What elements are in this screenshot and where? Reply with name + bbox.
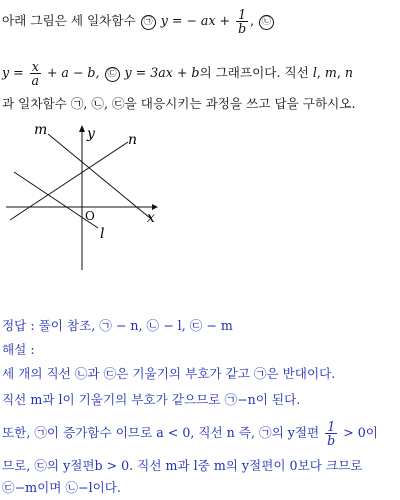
label-origin: O [85, 209, 95, 223]
explanation-line-4: 므로, ㉢의 y절편b > 0. 직선 m과 l중 m의 y절편이 0보다 크므로 [2, 458, 363, 473]
label-l: l [100, 226, 105, 242]
fraction-1: $\frac{1}{b}$ [238, 7, 247, 36]
problem-line-2: y = $\frac{x}{a}$ + a − b, ㉢ y = 3ax + b의 그래프이다. 직선 l, m, n [2, 59, 353, 88]
label-n: n [128, 132, 138, 148]
explanation-line-3: 또한, ㉠이 증가함수 이므로 a < 0, 직선 n 즉, ㉠의 y절편 $\frac{1}{b}$ > 0이 [2, 419, 378, 448]
label-x: x [147, 210, 155, 226]
marker-1: ㉠ [141, 15, 156, 30]
explanation-line-1: 세 개의 직선 ㉡과 ㉢은 기울기의 부호가 같고 ㉠은 반대이다. [2, 366, 336, 381]
problem-line-1: 아래 그림은 세 일차함수 ㉠ y = − ax + $\frac{1}{b}$ , ㉡ [2, 8, 275, 35]
label-m: m [34, 122, 48, 138]
fraction-1-over-b: $\frac{1}{b}$ [327, 419, 336, 448]
explanation-line-2: 직선 m과 l이 기울기의 부호가 같으므로 ㉠−n이 된다. [2, 392, 301, 407]
answer-line: 정답 : 풀이 참조, ㉠ − n, ㉡ − l, ㉢ − m [2, 318, 233, 333]
function-graph [0, 120, 170, 280]
equation-2-left: y = [2, 65, 24, 80]
equation-3: y = 3ax + b [124, 65, 200, 80]
equation-2-right: + a − b, [46, 65, 100, 80]
marker-2: ㉡ [259, 15, 274, 30]
label-y: y [87, 126, 95, 142]
problem-line-3: 과 일차함수 ㉠, ㉡, ㉢을 대응시키는 과정을 쓰고 답을 구하시오. [2, 96, 356, 111]
explanation-line-5: ㉢−m이며 ㉡−l이다. [2, 480, 121, 495]
problem-text: 아래 그림은 세 일차함수 [2, 13, 136, 28]
marker-3: ㉢ [105, 67, 120, 82]
y-axis-arrow [79, 125, 85, 132]
equation-1: y = − ax + [160, 13, 231, 28]
fraction-2: $\frac{x}{a}$ [31, 59, 39, 88]
explanation-label: 해설 : [2, 342, 35, 357]
